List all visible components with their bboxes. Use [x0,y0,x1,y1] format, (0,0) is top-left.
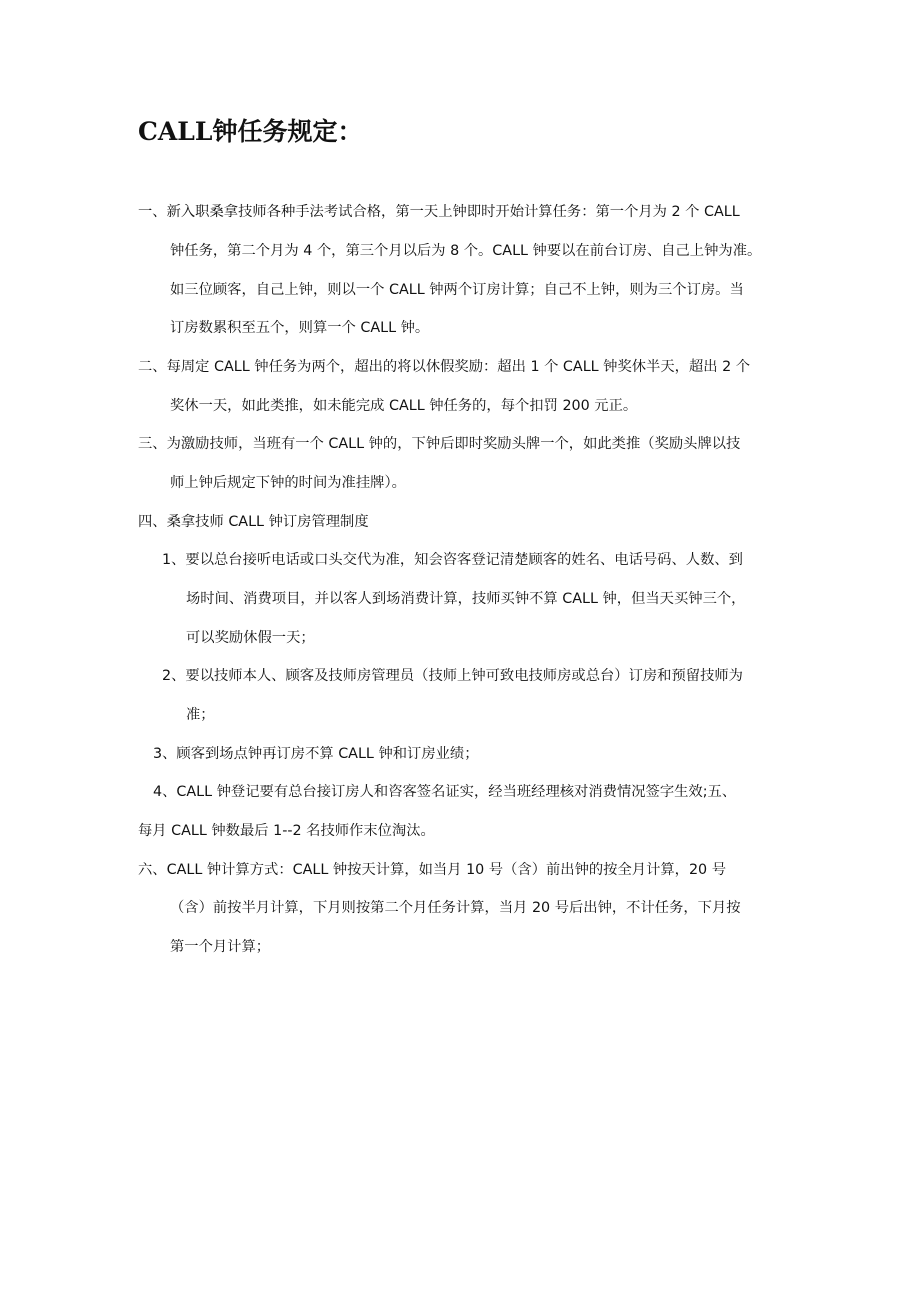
rule-3-line-2: 师上钟后规定下钟的时间为准挂牌）。 [170,475,406,491]
rule-4-item-4-line-1: 4、CALL 钟登记要有总台接订房人和咨客签名证实，经当班经理核对消费情况签字生效;五、 [153,784,737,800]
rule-4-item-2-line-1: 2、要以技师本人、顾客及技师房管理员（技师上钟可致电技师房或总台）订房和预留技师为 [162,668,743,684]
rule-4-item-1-line-3: 可以奖励休假一天； [186,630,315,646]
document-title: CALL钟任务规定： [138,117,363,146]
rule-6-line-3: 第一个月计算； [170,939,271,955]
rule-1-line-2: 钟任务，第二个月为 4 个，第三个月以后为 8 个。CALL 钟要以在前台订房、自己上钟为准。 [170,243,762,259]
rule-1-line-1: 一、新入职桑拿技师各种手法考试合格，第一天上钟即时开始计算任务：第一个月为 2 个 CALL [138,204,740,220]
rule-5-line: 每月 CALL 钟数最后 1--2 名技师作末位淘汰。 [138,823,435,839]
rule-4-heading: 四、桑拿技师 CALL 钟订房管理制度 [138,514,369,530]
rule-2-line-2: 奖休一天，如此类推，如未能完成 CALL 钟任务的，每个扣罚 200 元正。 [170,398,638,414]
rule-4-item-1-line-2: 场时间、消费项目，并以客人到场消费计算，技师买钟不算 CALL 钟，但当天买钟三个， [186,591,746,607]
rule-2-line-1: 二、每周定 CALL 钟任务为两个，超出的将以休假奖励：超出 1 个 CALL 钟奖休半天，超出 2 个 [138,359,751,375]
rule-3-line-1: 三、为激励技师，当班有一个 CALL 钟的，下钟后即时奖励头牌一个，如此类推（奖励头牌以技 [138,436,741,452]
rule-4-item-3: 3、顾客到场点钟再订房不算 CALL 钟和订房业绩； [153,746,479,762]
rule-4-item-1-line-1: 1、要以总台接听电话或口头交代为准，知会咨客登记清楚顾客的姓名、电话号码、人数、到 [162,552,743,568]
rule-6-line-2: （含）前按半月计算，下月则按第二个月任务计算，当月 20 号后出钟，不计任务，下月按 [170,900,741,916]
rule-1-line-3: 如三位顾客，自己上钟，则以一个 CALL 钟两个订房计算；自己不上钟，则为三个订房。当 [170,282,744,298]
rule-1-line-4: 订房数累积至五个，则算一个 CALL 钟。 [170,320,430,336]
rule-6-line-1: 六、CALL 钟计算方式：CALL 钟按天计算，如当月 10 号（含）前出钟的按全月计算，20 号 [138,862,726,878]
rule-4-item-2-line-2: 准； [186,707,215,723]
